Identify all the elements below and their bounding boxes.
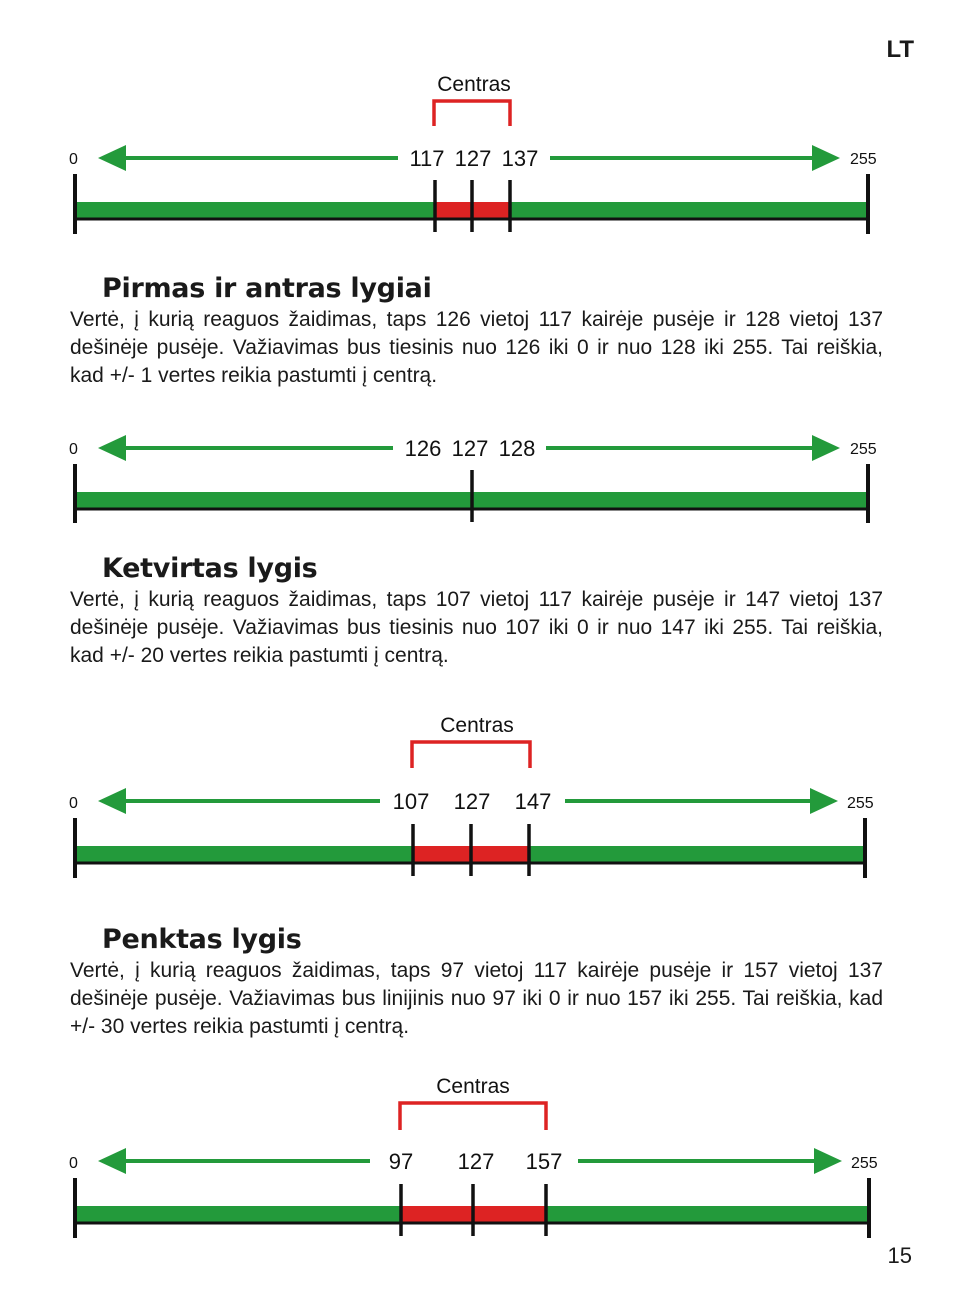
value-label-left: 107 — [392, 789, 430, 814]
left-arrow-head — [98, 788, 126, 814]
center-label: Centras — [440, 714, 514, 737]
section-heading: Penktas lygis — [102, 924, 302, 955]
section-text: Vertė, į kurią reaguos žaidimas, taps 107 vietoj 117 kairėje pusėje ir 147 vietoj 137 dešinėje pusėje. Važiavimas bus tiesinis nuo 107 iki 0 ir nuo 147 iki 255. Tai reiškia, kad +/- 20 vertes reikia pastumti į centrą. — [70, 588, 883, 667]
page-number: 15 — [887, 1243, 912, 1268]
value-label-left: 126 — [404, 436, 442, 461]
left-arrow-head — [98, 1148, 126, 1174]
left-arrow-head — [98, 435, 126, 461]
section-text: Vertė, į kurią reaguos žaidimas, taps 97 vietoj 117 kairėje pusėje ir 157 vietoj 137 dešinėje pusėje. Važiavimas bus linijinis nuo 97 iki 0 ir nuo 157 iki 255. Tai reiškia, kad +/- 30 vertes reikia pastumti į centrą. — [70, 959, 883, 1038]
right-arrow-head — [812, 435, 840, 461]
right-arrow-head — [814, 1148, 842, 1174]
scale-max-label: 255 — [850, 441, 877, 458]
value-label-left: 117 — [409, 146, 445, 171]
green-bar-right — [529, 846, 865, 862]
green-bar-right — [546, 1206, 869, 1222]
center-label: Centras — [436, 1075, 510, 1098]
range-diagram-2 — [0, 420, 954, 530]
center-label: Centras — [437, 73, 511, 96]
center-bracket — [400, 1103, 546, 1130]
green-bar-left — [75, 202, 435, 218]
range-diagram-4 — [0, 1062, 954, 1242]
left-arrow-head — [98, 145, 126, 171]
value-label-right: 147 — [514, 789, 552, 814]
scale-min-label: 0 — [69, 795, 78, 812]
green-bar-left — [75, 1206, 401, 1222]
center-bracket — [412, 742, 530, 768]
green-bar-right — [510, 202, 868, 218]
value-label-right: 137 — [501, 146, 539, 171]
green-bar-right — [472, 492, 868, 508]
range-diagram-3 — [0, 700, 954, 885]
green-bar-left — [75, 846, 413, 862]
value-label-center: 127 — [453, 789, 491, 814]
value-label-left: 97 — [388, 1149, 414, 1174]
green-bar-left — [75, 492, 472, 508]
scale-max-label: 255 — [847, 795, 874, 812]
scale-max-label: 255 — [850, 151, 877, 168]
right-arrow-head — [812, 145, 840, 171]
value-label-center: 127 — [451, 436, 489, 461]
scale-min-label: 0 — [69, 151, 78, 168]
range-diagram-1 — [0, 60, 954, 240]
language-code: LT — [886, 36, 914, 63]
section-heading: Pirmas ir antras lygiai — [102, 273, 432, 304]
value-label-right: 157 — [525, 1149, 563, 1174]
scale-max-label: 255 — [851, 1155, 878, 1172]
section-heading: Ketvirtas lygis — [102, 553, 318, 584]
value-label-center: 127 — [454, 146, 492, 171]
value-label-center: 127 — [457, 1149, 495, 1174]
scale-min-label: 0 — [69, 441, 78, 458]
value-label-right: 128 — [498, 436, 536, 461]
scale-min-label: 0 — [69, 1155, 78, 1172]
section-text: Vertė, į kurią reaguos žaidimas, taps 126 vietoj 117 kairėje pusėje ir 128 vietoj 137 dešinėje pusėje. Važiavimas bus tiesinis nuo 126 iki 0 ir nuo 128 iki 255. Tai reiškia, kad +/- 1 vertes reikia pastumti į centrą. — [70, 308, 883, 387]
center-bracket — [434, 101, 510, 126]
right-arrow-head — [810, 788, 838, 814]
